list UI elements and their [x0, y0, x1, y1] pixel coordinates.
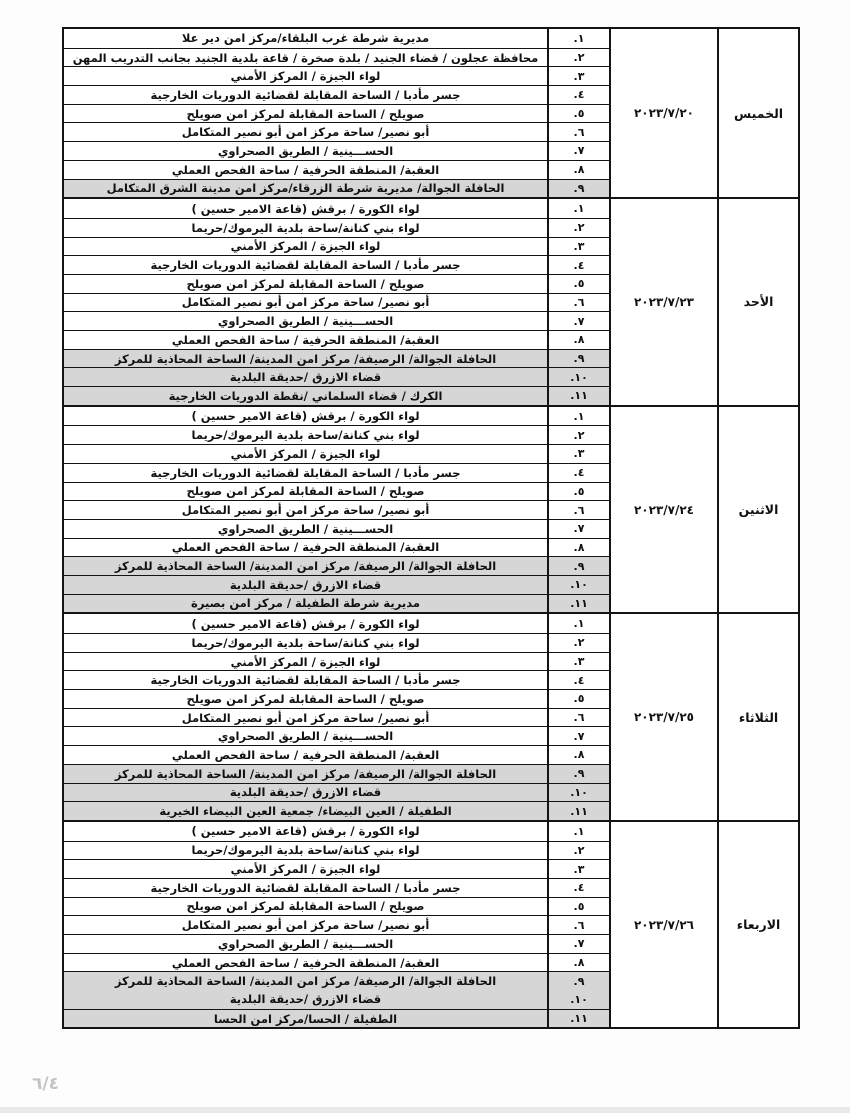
- row-number-cell: .١١: [547, 594, 609, 613]
- location-cell: لواء بني كنانة/ساحة بلدية اليرموك/حريما: [64, 218, 547, 237]
- location-cell: لواء الكورة / برقش (قاعة الامير حسين ): [191, 824, 420, 839]
- row-number-cell: .٧: [547, 141, 609, 160]
- schedule-section: [64, 29, 798, 199]
- location-cell: لواء الكورة / برقش (قاعة الامير حسين ): [191, 409, 420, 424]
- row-number-cell: .٦: [547, 293, 609, 312]
- row-number-cell: .٢: [547, 633, 609, 652]
- location-cell: العقبة/ المنطقة الحرفية / ساحة الفحص العملي: [64, 330, 547, 349]
- location-cell: أبو نصير/ ساحة مركز امن أبو نصير المتكامل: [64, 500, 547, 519]
- schedule-section: [64, 407, 798, 615]
- row-number-cell: .٣: [547, 237, 609, 256]
- row-number-cell: .٨: [547, 953, 609, 972]
- date-cell: ٢٠٢٣/٧/٢٤: [609, 407, 717, 613]
- location-cell: الحســـينية / الطريق الصحراوي: [64, 141, 547, 160]
- location-cell: قضاء الازرق /حديقة البلدية: [64, 367, 547, 386]
- row-number-cell: .١: [547, 199, 609, 218]
- row-number-cell: .٤: [547, 463, 609, 482]
- location-cell: محافظة عجلون / قضاء الجنيد / بلدة صخرة / قاعة بلدية الجنيد بجانب التدريب المهن: [64, 48, 547, 67]
- row-number-cell: .١: [547, 407, 609, 426]
- location-cell: الحســـينية / الطريق الصحراوي: [64, 311, 547, 330]
- location-cell: مديرية شرطة غرب البلقاء/مركز امن دير علا: [181, 31, 430, 46]
- location-cell: العقبة/ المنطقة الحرفية / ساحة الفحص العملي: [64, 745, 547, 764]
- location-cell: لواء الجيزة / المركز الأمني: [64, 652, 547, 671]
- row-number-cell: .٩: [547, 764, 609, 783]
- location-cell: العقبة/ المنطقة الحرفية / ساحة الفحص العملي: [64, 538, 547, 557]
- schedule-section: [64, 614, 798, 822]
- row-number-cell: .١٠: [547, 783, 609, 802]
- page-number: ٦/٤: [32, 1074, 59, 1094]
- row-number-cell: .٢: [547, 425, 609, 444]
- row-number-cell: .٩: [547, 556, 609, 575]
- location-cell: لواء الجيزة / المركز الأمني: [64, 237, 547, 256]
- row-number-cell: .٥: [547, 897, 609, 916]
- row-number-cell: .٧: [547, 934, 609, 953]
- scan-bottom-edge: [0, 1107, 850, 1113]
- location-cell: جسر مأدبا / الساحة المقابلة لقضائية الدوريات الخارجية: [64, 670, 547, 689]
- location-cell: لواء الجيزة / المركز الأمني: [64, 444, 547, 463]
- location-cell: الكرك / قضاء السلماني /نقطة الدوريات الخارجية: [64, 386, 547, 405]
- location-cell: قضاء الازرق /حديقة البلدية: [64, 783, 547, 802]
- row-number-cell: .٩: [547, 971, 609, 990]
- row-number-cell: .١١: [547, 386, 609, 405]
- row-number-cell: .٢: [547, 48, 609, 67]
- location-cell: قضاء الازرق /حديقة البلدية: [64, 575, 547, 594]
- row-number-cell: .٣: [547, 859, 609, 878]
- row-number-cell: .٣: [547, 444, 609, 463]
- date-cell: ٢٠٢٣/٧/٢٣: [609, 199, 717, 405]
- location-cell: الطفيلة / العين البيضاء/ جمعية العين البيضاء الخيرية: [64, 801, 547, 820]
- row-number-cell: .٧: [547, 519, 609, 538]
- row-number-cell: .٩: [547, 179, 609, 198]
- row-number-cell: .١٠: [547, 575, 609, 594]
- location-cell: الطفيلة / الحسا/مركز امن الحسا: [64, 1009, 547, 1028]
- row-number-cell: .١: [547, 822, 609, 841]
- location-cell: لواء الكورة / برقش (قاعة الامير حسين ): [191, 616, 420, 631]
- location-cell: أبو نصير/ ساحة مركز امن أبو نصير المتكامل: [64, 293, 547, 312]
- location-cell: لواء الجيزة / المركز الأمني: [64, 859, 547, 878]
- row-number-cell: .٨: [547, 538, 609, 557]
- location-cell: لواء الكورة / برقش (قاعة الامير حسين ): [191, 201, 420, 216]
- location-cell: صويلح / الساحة المقابلة لمركز امن صويلح: [64, 689, 547, 708]
- row-number-cell: .١٠: [547, 990, 609, 1009]
- schedule-section: [64, 822, 798, 1028]
- row-number-cell: .٥: [547, 274, 609, 293]
- row-number-cell: .١٠: [547, 367, 609, 386]
- location-cell: لواء الجيزة / المركز الأمني: [64, 66, 547, 85]
- location-cell: العقبة/ المنطقة الحرفية / ساحة الفحص العملي: [64, 160, 547, 179]
- location-cell: الحافلة الجوالة/ الرصيفة/ مركز امن المدينة/ الساحة المحاذية للمركز: [64, 349, 547, 368]
- row-number-cell: .٢: [547, 841, 609, 860]
- location-cell: جسر مأدبا / الساحة المقابلة لقضائية الدوريات الخارجية: [64, 255, 547, 274]
- location-cell: الحافلة الجوالة/ الرصيفة/ مركز امن المدينة/ الساحة المحاذية للمركز: [64, 556, 547, 575]
- day-cell: الأحد: [717, 199, 798, 405]
- location-cell: قضاء الازرق /حديقة البلدية: [64, 990, 547, 1009]
- row-number-cell: .٦: [547, 122, 609, 141]
- location-cell: صويلح / الساحة المقابلة لمركز امن صويلح: [64, 104, 547, 123]
- date-cell: ٢٠٢٣/٧/٢٥: [609, 614, 717, 820]
- location-cell: الحافلة الجوالة/ الرصيفة/ مركز امن المدينة/ الساحة المحاذية للمركز: [64, 971, 547, 990]
- row-number-cell: .٢: [547, 218, 609, 237]
- location-cell: مديرية شرطة الطفيلة / مركز امن بصيرة: [64, 594, 547, 613]
- location-cell: الحســـينية / الطريق الصحراوي: [64, 519, 547, 538]
- row-number-cell: .٥: [547, 689, 609, 708]
- location-cell: صويلح / الساحة المقابلة لمركز امن صويلح: [64, 274, 547, 293]
- day-cell: الثلاثاء: [717, 614, 798, 820]
- location-cell: لواء بني كنانة/ساحة بلدية اليرموك/حريما: [64, 633, 547, 652]
- row-number-cell: .٨: [547, 160, 609, 179]
- location-cell: أبو نصير/ ساحة مركز امن أبو نصير المتكامل: [64, 708, 547, 727]
- row-number-cell: .٦: [547, 915, 609, 934]
- location-cell: أبو نصير/ ساحة مركز امن أبو نصير المتكامل: [64, 122, 547, 141]
- schedule-table: [62, 27, 800, 1029]
- location-cell: الحافلة الجوالة/ مديرية شرطة الزرقاء/مركز امن مدينة الشرق المتكامل: [64, 179, 547, 198]
- date-cell: ٢٠٢٣/٧/٢٠: [609, 29, 717, 197]
- location-cell: العقبة/ المنطقة الحرفية / ساحة الفحص العملي: [64, 953, 547, 972]
- date-cell: ٢٠٢٣/٧/٢٦: [609, 822, 717, 1028]
- row-number-cell: .٤: [547, 85, 609, 104]
- location-cell: صويلح / الساحة المقابلة لمركز امن صويلح: [64, 482, 547, 501]
- row-number-cell: .١: [547, 29, 609, 48]
- location-cell: الحســـينية / الطريق الصحراوي: [64, 934, 547, 953]
- schedule-section: [64, 199, 798, 407]
- row-number-cell: .١: [547, 614, 609, 633]
- row-number-cell: .٦: [547, 500, 609, 519]
- location-cell: جسر مأدبا / الساحة المقابلة لقضائية الدوريات الخارجية: [64, 85, 547, 104]
- row-number-cell: .١١: [547, 1009, 609, 1028]
- row-number-cell: .٥: [547, 104, 609, 123]
- location-cell: الحافلة الجوالة/ الرصيفة/ مركز امن المدينة/ الساحة المحاذية للمركز: [64, 764, 547, 783]
- row-number-cell: .٤: [547, 670, 609, 689]
- row-number-cell: .٤: [547, 255, 609, 274]
- location-cell: الحســـينية / الطريق الصحراوي: [64, 726, 547, 745]
- row-number-cell: .٥: [547, 482, 609, 501]
- row-number-cell: .٣: [547, 66, 609, 85]
- day-cell: الاثنين: [717, 407, 798, 613]
- location-cell: صويلح / الساحة المقابلة لمركز امن صويلح: [64, 897, 547, 916]
- row-number-cell: .٨: [547, 330, 609, 349]
- row-number-cell: .٦: [547, 708, 609, 727]
- location-cell: أبو نصير/ ساحة مركز امن أبو نصير المتكامل: [64, 915, 547, 934]
- row-number-cell: .٧: [547, 311, 609, 330]
- row-number-cell: .٩: [547, 349, 609, 368]
- row-number-cell: .١١: [547, 801, 609, 820]
- day-cell: الاربعاء: [717, 822, 798, 1028]
- row-number-cell: .٨: [547, 745, 609, 764]
- row-number-cell: .٧: [547, 726, 609, 745]
- row-number-cell: .٣: [547, 652, 609, 671]
- location-cell: جسر مأدبا / الساحة المقابلة لقضائية الدوريات الخارجية: [64, 463, 547, 482]
- location-cell: جسر مأدبا / الساحة المقابلة لقضائية الدوريات الخارجية: [64, 878, 547, 897]
- location-cell: لواء بني كنانة/ساحة بلدية اليرموك/حريما: [64, 425, 547, 444]
- location-cell: لواء بني كنانة/ساحة بلدية اليرموك/حريما: [64, 841, 547, 860]
- day-cell: الخميس: [717, 29, 798, 197]
- row-number-cell: .٤: [547, 878, 609, 897]
